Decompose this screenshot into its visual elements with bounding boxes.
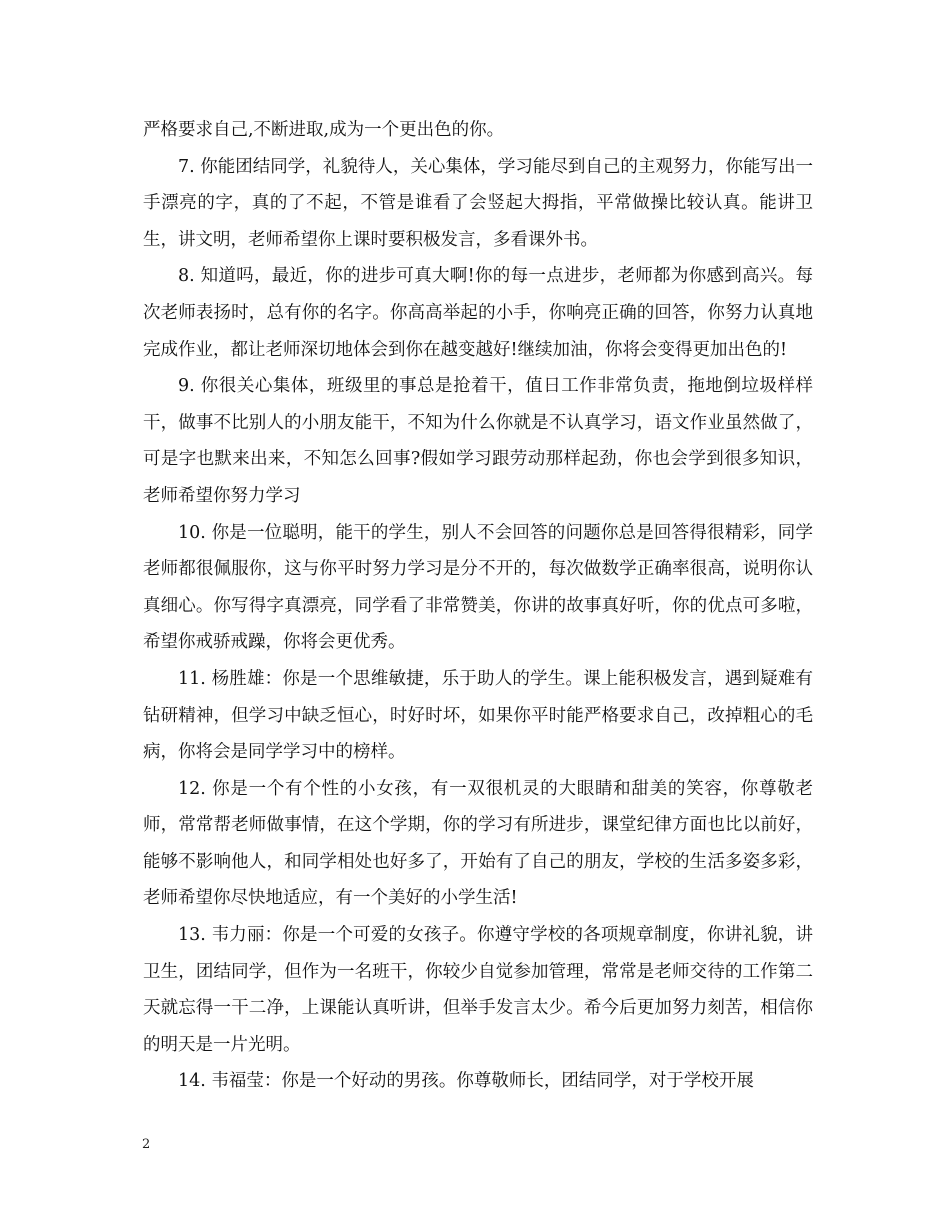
- page-number: 2: [142, 1137, 151, 1152]
- paragraph-continuation: 严格要求自己,不断进取,成为一个更出色的你。: [143, 120, 505, 140]
- comment-paragraph-11: 11. 杨胜雄：你是一个思维敏捷，乐于助人的学生。课上能积极发言，遇到疑难有钻研精神，但学习中缺乏恒心，时好时坏，如果你平时能严格要求自己，改掉粗心的毛病，你将会是同学学习中的榜样。: [143, 668, 813, 763]
- comment-paragraph-7: 7. 你能团结同学，礼貌待人，关心集体，学习能尽到自己的主观努力，你能写出一手漂亮的字，真的了不起，不管是谁看了会竖起大拇指，平常做操比较认真。能讲卫生，讲文明，老师希望你上课时要积极发言，多看课外书。: [143, 156, 813, 250]
- comment-paragraph-9: 9. 你很关心集体，班级里的事总是抢着干，值日工作非常负责，拖地倒垃圾样样干，做事不比别人的小朋友能干，不知为什么你就是不认真学习，语文作业虽然做了，可是字也默来出来，不知怎么回事?假如学习跟劳动那样起劲，你也会学到很多知识，老师希望你努力学习: [143, 376, 813, 506]
- comment-paragraph-12: 12. 你是一个有个性的小女孩，有一双很机灵的大眼睛和甜美的笑容，你尊敬老师，常常帮老师做事情，在这个学期，你的学习有所进步，课堂纪律方面也比以前好，能够不影响他人，和同学相处也好多了，开始有了自己的朋友，学校的生活多姿多彩，老师希望你尽快地适应，有一个美好的小学生活!: [143, 778, 813, 909]
- document-body: [143, 112, 813, 1100]
- comment-paragraph-13: 13. 韦力丽：你是一个可爱的女孩子。你遵守学校的各项规章制度，你讲礼貌，讲卫生，团结同学，但作为一名班干，你较少自觉参加管理，常常是老师交待的工作第二天就忘得一干二净，上课能认真听讲，但举手发言太少。希今后更加努力刻苦，相信你的明天是一片光明。: [143, 925, 813, 1055]
- comment-paragraph-8: 8. 知道吗，最近，你的进步可真大啊!你的每一点进步，老师都为你感到高兴。每次老师表扬时，总有你的名字。你高高举起的小手，你响亮正确的回答，你努力认真地完成作业，都让老师深切地体会到你在越变越好!继续加油，你将会变得更加出色的!: [143, 266, 813, 360]
- comment-paragraph-14: 14. 韦福莹：你是一个好动的男孩。你尊敬师长，团结同学，对于学校开展: [178, 1071, 754, 1092]
- comment-paragraph-10: 10. 你是一位聪明，能干的学生，别人不会回答的问题你总是回答得很精彩，同学老师都很佩服你，这与你平时努力学习是分不开的，每次做数学正确率很高，说明你认真细心。你写得字真漂亮，同学看了非常赞美，你讲的故事真好听，你的优点可多啦，希望你戒骄戒躁，你将会更优秀。: [143, 522, 813, 653]
